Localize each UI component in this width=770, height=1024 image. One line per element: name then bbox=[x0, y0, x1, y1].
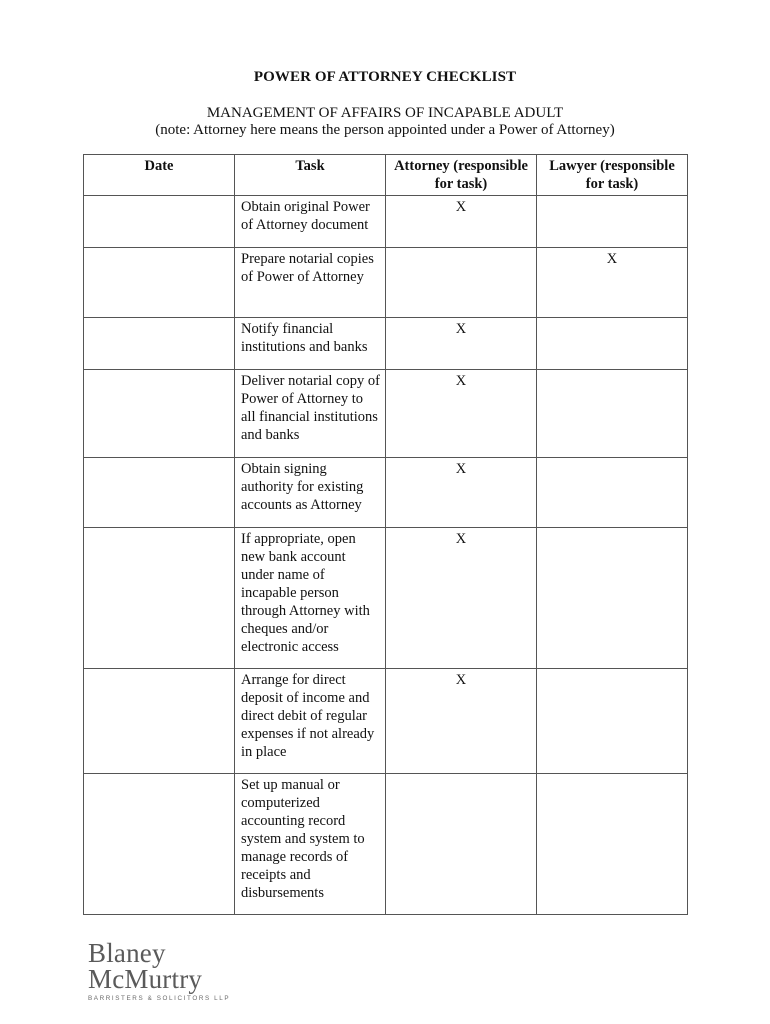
firm-logo bbox=[88, 940, 288, 1002]
document-subtitle: MANAGEMENT OF AFFAIRS OF INCAPABLE ADULT bbox=[206, 105, 564, 121]
attorney-cell: X bbox=[386, 370, 537, 458]
table-row bbox=[84, 318, 688, 370]
date-cell[interactable] bbox=[84, 196, 235, 248]
task-cell: Prepare notarial copies of Power of Attorney bbox=[235, 248, 386, 318]
header-lawyer: Lawyer (responsible for task) bbox=[537, 155, 688, 196]
logo-line-2: McMurtry bbox=[88, 964, 203, 994]
lawyer-cell bbox=[537, 528, 688, 669]
attorney-cell bbox=[386, 248, 537, 318]
lawyer-cell bbox=[537, 370, 688, 458]
header-task: Task bbox=[235, 155, 386, 196]
date-cell[interactable] bbox=[84, 248, 235, 318]
attorney-cell: X bbox=[386, 669, 537, 774]
lawyer-cell bbox=[537, 318, 688, 370]
task-cell: Set up manual or computerized accounting record system and system to manage records of receipts and disbursements bbox=[235, 774, 386, 915]
task-cell: Notify financial institutions and banks bbox=[235, 318, 386, 370]
lawyer-cell bbox=[537, 669, 688, 774]
table-row bbox=[84, 370, 688, 458]
task-cell: Arrange for direct deposit of income and direct debit of regular expenses if not already in place bbox=[235, 669, 386, 774]
task-cell: Deliver notarial copy of Power of Attorney to all financial institutions and banks bbox=[235, 370, 386, 458]
table-row bbox=[84, 528, 688, 669]
checklist-table bbox=[83, 154, 688, 915]
date-cell[interactable] bbox=[84, 774, 235, 915]
table-row bbox=[84, 669, 688, 774]
attorney-cell: X bbox=[386, 318, 537, 370]
attorney-cell: X bbox=[386, 458, 537, 528]
table-row bbox=[84, 458, 688, 528]
lawyer-cell bbox=[537, 458, 688, 528]
lawyer-cell bbox=[537, 196, 688, 248]
lawyer-cell bbox=[537, 774, 688, 915]
date-cell[interactable] bbox=[84, 528, 235, 669]
date-cell[interactable] bbox=[84, 458, 235, 528]
date-cell[interactable] bbox=[84, 370, 235, 458]
logo-tagline: BARRISTERS & SOLICITORS LLP bbox=[88, 995, 231, 1002]
header-attorney: Attorney (responsible for task) bbox=[386, 155, 537, 196]
attorney-cell bbox=[386, 774, 537, 915]
task-cell: Obtain signing authority for existing accounts as Attorney bbox=[235, 458, 386, 528]
document-note: (note: Attorney here means the person appointed under a Power of Attorney) bbox=[155, 122, 615, 138]
task-cell: Obtain original Power of Attorney document bbox=[235, 196, 386, 248]
table-row bbox=[84, 248, 688, 318]
header-date: Date bbox=[84, 155, 235, 196]
lawyer-cell: X bbox=[537, 248, 688, 318]
date-cell[interactable] bbox=[84, 318, 235, 370]
document-title: POWER OF ATTORNEY CHECKLIST bbox=[253, 69, 517, 85]
attorney-cell: X bbox=[386, 528, 537, 669]
date-cell[interactable] bbox=[84, 669, 235, 774]
task-cell: If appropriate, open new bank account under name of incapable person through Attorney with cheques and/or electronic access bbox=[235, 528, 386, 669]
table-row bbox=[84, 196, 688, 248]
logo-line-1: Blaney bbox=[88, 938, 166, 968]
attorney-cell: X bbox=[386, 196, 537, 248]
table-header-row bbox=[84, 155, 688, 196]
table-row bbox=[84, 774, 688, 915]
